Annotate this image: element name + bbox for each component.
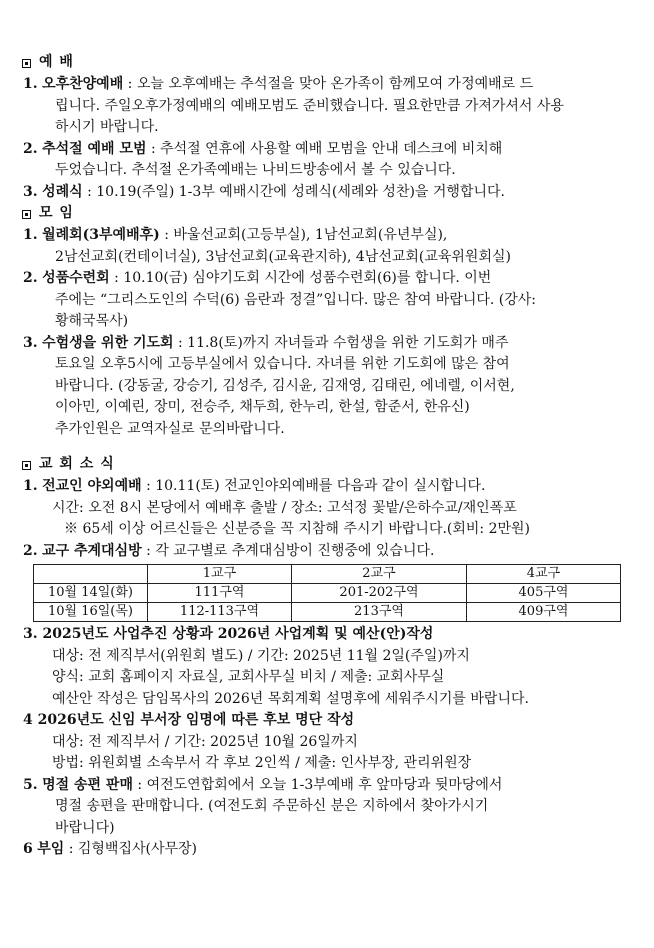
list-item: 6 부임 : 김형백집사(사무장) — [23, 841, 197, 857]
list-item: 2. 성품수련회 : 10.10(금) 심야기도회 시간에 성품수련회(6)를 합니다. 이번 — [23, 270, 492, 286]
section-header-gathering — [0, 203, 654, 225]
table-header-row: 1교구 2교구 4교구 — [34, 565, 621, 584]
item-heading: 월례회(3부예배후) — [42, 227, 160, 243]
section-header-worship — [0, 52, 654, 74]
section-title: 모 임 — [39, 205, 74, 222]
list-item: 1. 월례회(3부예배후) : 바울선교회(고등부실), 1남선교회(유년부실), — [23, 227, 448, 243]
square-bullet-icon — [22, 210, 31, 219]
item-heading: 오후찬양예배 — [42, 76, 124, 92]
item-heading: 추석절 예배 모범 — [42, 140, 147, 157]
item-heading: 교구 추계대심방 — [42, 542, 142, 559]
list-item — [0, 710, 654, 732]
list-item: 2. 교구 추계대심방 : 각 교구별로 추계대심방이 진행중에 있습니다. — [23, 542, 435, 559]
item-heading: 성례식 — [42, 183, 83, 200]
section-title: 예 배 — [39, 54, 74, 71]
list-item: 1. 오후찬양예배 : 오늘 오후예배는 추석절을 맞아 온가족이 함께모여 가정예배로 드 — [23, 76, 534, 92]
item-heading: 3. 2025년도 사업추진 상황과 2026년 사업계획 및 예산(안)작성 — [23, 626, 434, 642]
item-heading: 성품수련회 — [42, 270, 110, 286]
list-item: 3. 수험생을 위한 기도회 : 11.8(토)까지 자녀들과 수험생을 위한 기도회가 매주 — [23, 334, 509, 351]
item-heading: 수험생을 위한 기도회 — [42, 334, 174, 351]
item-heading: 4 2026년도 신임 부서장 임명에 따른 후보 명단 작성 — [23, 712, 355, 728]
item-heading: 부임 — [37, 841, 65, 857]
table-row: 10월 14일(화) 111구역 201-202구역 405구역 — [34, 584, 621, 603]
list-item: 3. 성례식 : 10.19(주일) 1-3부 예배시간에 성례식(세례와 성찬)을 거행합니다. — [23, 183, 505, 200]
item-heading: 명절 송편 판매 — [42, 776, 133, 793]
bulletin-page: 예 배 1. 오후찬양예배 : 오늘 오후예배는 추석절을 맞아 온가족이 함께모여 가정예배로 드 립니다. 주일오후가정예배의 예배모범도 준비했습니다. 필요한만큼 가져가셔서 사용 하시기 바랍니다. 2. 추석절 예배 모범 : 추석절 연휴에 사용할 예배 모범을 안내 데스크에 비치해 두었습니다. 추석절 온가족예배는 나비드방송에서 볼 수 있습니다. 3. 성례식 : 10.19(주일) 1-3부 예배시간에 성례식(세례와 성찬)을 거행합니다. 모 임 1. 월례회(3부예배후) : 바울선교회(고등부실), 1남선교회(유년부실), 2남선교회(컨테이너실), 3남선교회(교육관지하), 4남선교회(교육위원회실) 2. 성품수련회 : 10.10(금) 심야기도회 시간에 성품수련회(6)를 합니다. 이번 주에는 “그리스도인의 수덕(6) 음란과 정결”입니다. 많은 참여 바랍니다. (강사: 황해국목사) 3. 수험생을 위한 기도회 : 11.8(토)까지 자녀들과 수험생을 위한 기도회가 매주 토요일 오후5시에 고등부실에서 있습니다. 자녀를 위한 기도회에 많은 참여 바랍니다. (강동굴, 강승기, 김성주, 김시윤, 김재영, 김태린, 에네렐, 이서현, 이아민, 이예린, 장미, 전승주, 채두희, 한누리, 한설, 함준서, 한유신) 추가인원은 교역자실로 문의바랍니다. 교 회 소 식 1. 전교인 야외예배 : 10.11(토) 전교인야외예배를 다음과 같이 실시합니다. 시간: 오전 8시 본당에서 예배후 출발 / 장소: 고석정 꽃밭/은하수교/재인폭포 ※ 65세 이상 어르신들은 신분증을 꼭 지참해 주시기 바랍니다.(회비: 2만원) 2. 교구 추계대심방 : 각 교구별로 추계대심방이 진행중에 있습니다. 1교구 2교구 4교구 10월 14일(화) 111구역 201-202구역 405구역 10월 16일(목) 112-113구역 213구역 409구역 3. 2025년도 사업추진 상황과 2026년 사업계획 및 예산(안)작성 대상: 전 제직부서(위원회 별도) / 기간: 2025년 11월 2일(주일)까지 양식: 교회 홈페이지 자료실, 교회사무실 비치 / 제출: 교회사무실 예산안 작성은 담임목사의 2026년 목회계획 설명후에 세워주시기를 바랍니다. 4 2026년도 신임 부서장 임명에 따른 후보 명단 작성 대상: 전 제직부서 / 기간: 2025년 10월 26일까지 방법: 위원회별 소속부서 각 후보 2인씩 / 제출: 인사부장, 관리위원장 5. 명절 송편 판매 : 여전도연합회에서 오늘 1-3부예배 후 앞마당과 뒷마당에서 명절 송편을 판매합니다. (여전도회 주문하신 분은 지하에서 찾아가시기 바랍니다) 6 부임 : 김형백집사(사무장) — [0, 52, 654, 861]
list-item: 2. 추석절 예배 모범 : 추석절 연휴에 사용할 예배 모범을 안내 데스크에 비치해 — [23, 140, 503, 157]
section-title: 교 회 소 식 — [39, 456, 115, 473]
item-heading: 전교인 야외예배 — [42, 478, 142, 494]
section-header-news — [0, 454, 654, 476]
list-item: 1. 전교인 야외예배 : 10.11(토) 전교인야외예배를 다음과 같이 실시합니다. — [23, 478, 486, 494]
list-item: 5. 명절 송편 판매 : 여전도연합회에서 오늘 1-3부예배 후 앞마당과 뒷마당에서 — [23, 776, 503, 793]
square-bullet-icon — [22, 461, 31, 470]
table-row: 10월 16일(목) 112-113구역 213구역 409구역 — [34, 603, 621, 622]
list-item — [0, 624, 654, 646]
square-bullet-icon — [22, 59, 31, 68]
visitation-schedule-table — [33, 564, 621, 622]
